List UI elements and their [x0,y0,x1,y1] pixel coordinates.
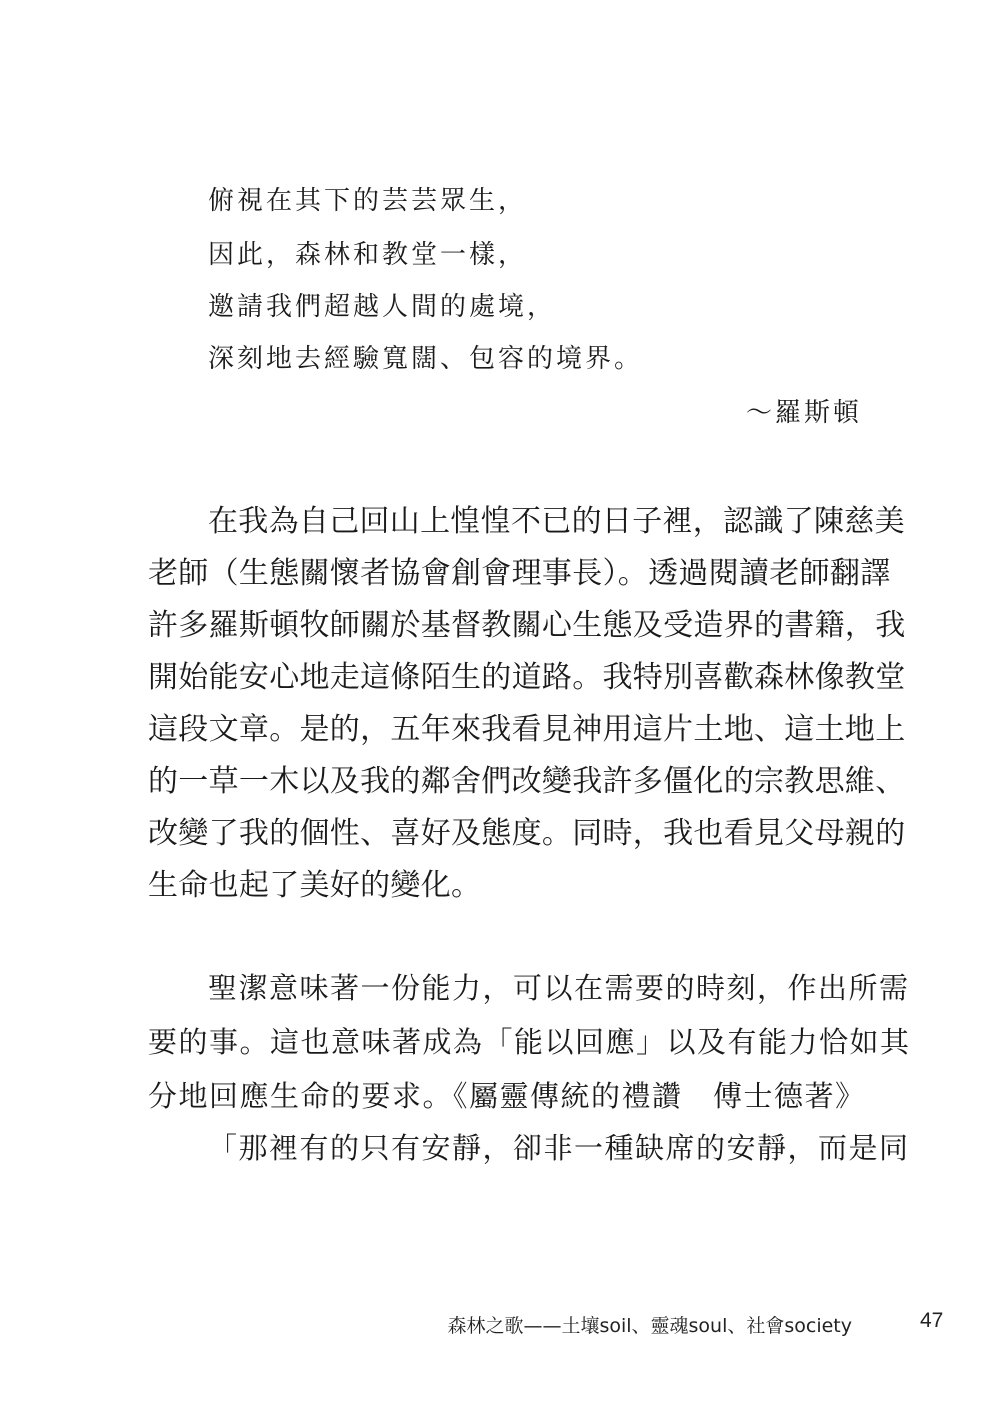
paragraph-line: 分地回應生命的要求。《屬靈傳統的禮讚 傅士德著》 [148,1079,866,1113]
poem-line: 深刻地去經驗寬闊、包容的境界。 [208,344,644,374]
poem-line: 因此，森林和教堂一樣， [208,240,528,270]
poem-line: 俯視在其下的芸芸眾生， [208,186,528,216]
paragraph-line: 老師（生態關懷者協會創會理事長）。透過閱讀老師翻譯 [148,556,891,591]
paragraph-line: 的一草一木以及我的鄰舍們改變我許多僵化的宗教思維、 [148,764,906,799]
paragraph-line: 這段文章。是的，五年來我看見神用這片土地、這土地上 [148,712,906,747]
poem-line: 邀請我們超越人間的處境， [208,292,557,322]
page-number: 47 [920,1309,944,1332]
paragraph-line: 「那裡有的只有安靜，卻非一種缺席的安靜，而是同 [208,1131,910,1165]
paragraph-line: 改變了我的個性、喜好及態度。同時，我也看見父母親的 [148,816,906,851]
paragraph-line: 在我為自己回山上惶惶不已的日子裡，認識了陳慈美 [208,504,905,539]
paragraph-line: 聖潔意味著一份能力，可以在需要的時刻，作出所需 [208,971,910,1005]
paragraph-line: 許多羅斯頓牧師關於基督教關心生態及受造界的書籍，我 [148,608,906,643]
running-title: 森林之歌——土壤soil、靈魂soul、社會society [447,1315,852,1337]
paragraph-line: 生命也起了美好的變化。 [148,868,482,903]
poem-attribution: ～羅斯頓 [745,398,862,428]
paragraph-line: 要的事。這也意味著成為「能以回應」以及有能力恰如其 [148,1025,911,1059]
paragraph-line: 開始能安心地走這條陌生的道路。我特別喜歡森林像教堂 [148,660,906,695]
